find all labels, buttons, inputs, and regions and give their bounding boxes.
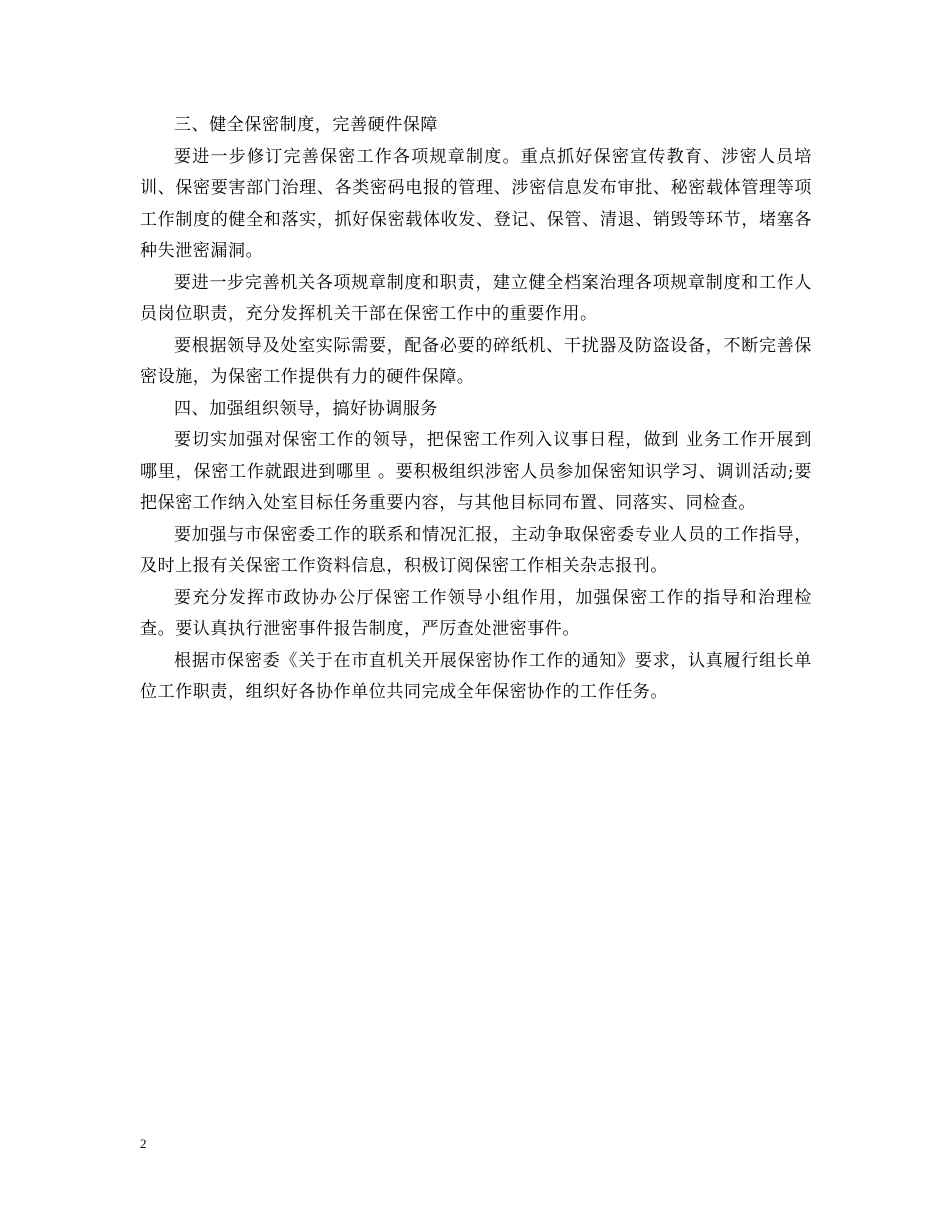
- section-heading-4: 四、加强组织领导，搞好协调服务: [174, 398, 438, 419]
- paragraph: 要进一步完善机关各项规章制度和职责，建立健全档案治理各项规章制度和工作人员岗位职责，充分发挥机关干部在保密工作中的重要作用。: [140, 272, 812, 324]
- section-heading-3: 三、健全保密制度，完善硬件保障: [174, 115, 438, 135]
- paragraph: 要加强与市保密委工作的联系和情况汇报，主动争取保密委专业人员的工作指导，及时上报有关保密工作资料信息，积极订阅保密工作相关杂志报刊。: [140, 524, 812, 576]
- paragraph: 要进一步修订完善保密工作各项规章制度。重点抓好保密宣传教育、涉密人员培训、保密要害部门治理、各类密码电报的管理、涉密信息发布审批、秘密载体管理等项工作制度的健全和落实，抓好保密载体收发、登记、保管、清退、销毁等环节，堵塞各种失泄密漏洞。: [140, 146, 812, 261]
- paragraph: 要根据领导及处室实际需要，配备必要的碎纸机、干扰器及防盗设备，不断完善保密设施，为保密工作提供有力的硬件保障。: [140, 335, 812, 387]
- paragraph: 要切实加强对保密工作的领导，把保密工作列入议事日程，做到 业务工作开展到哪里，保密工作就跟进到哪里 。要积极组织涉密人员参加保密知识学习、调训活动;要把保密工作纳入处室目标任务重要内容，与其他目标同布置、同落实、同检查。: [140, 430, 812, 513]
- document-body: [140, 110, 812, 709]
- paragraph: 要充分发挥市政协办公厅保密工作领导小组作用，加强保密工作的指导和治理检查。要认真执行泄密事件报告制度，严厉查处泄密事件。: [140, 587, 812, 639]
- page-number: 2: [140, 1136, 147, 1151]
- paragraph: 根据市保密委《关于在市直机关开展保密协作工作的通知》要求，认真履行组长单位工作职责，组织好各协作单位共同完成全年保密协作的工作任务。: [140, 650, 812, 702]
